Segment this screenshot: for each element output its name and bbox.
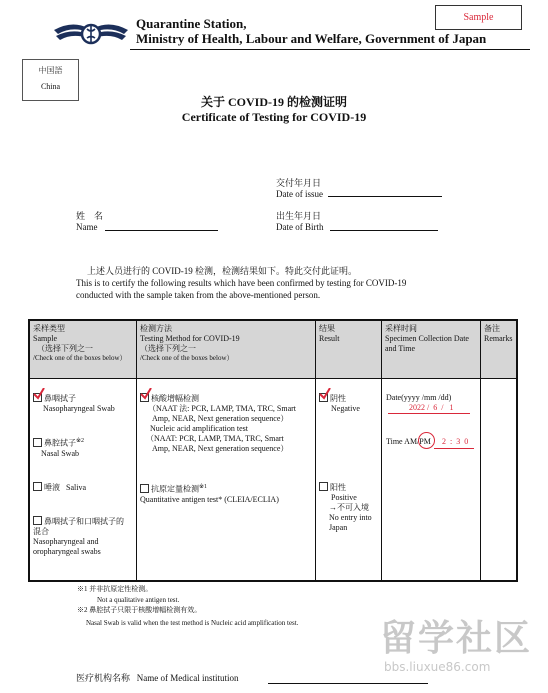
sample-4-en1: Nasopharyngeal and [33,537,99,546]
red-check-icon [140,388,152,400]
name-field[interactable] [105,230,218,231]
sample-4-en2: oropharyngeal swabs [33,547,101,556]
title-cn: 关于 COVID-19 的检测证明 [201,95,347,109]
table-header-rule [29,378,518,379]
footnote-1-en: Not a qualitative antigen test. [97,596,180,604]
method-option-naat[interactable] [140,393,312,454]
col-divider-2 [315,320,316,581]
sample-4-cn: 鼻咽拭子和口咽拭子的 [44,517,124,526]
result-positive-note: →不可入境 [329,503,369,512]
footnote-2-en: Nasal Swab is valid when the test method is Nucleic acid amplification test. [86,619,299,627]
collection-time-underline [434,448,474,449]
header-divider [130,49,530,50]
collection-date-underline [388,413,470,414]
method-2-en: Quantitative antigen test* (CLEIA/ECLIA) [140,494,279,504]
issue-date-field[interactable] [328,196,442,197]
birth-date-field[interactable] [330,230,438,231]
header-sample [33,324,133,363]
header-result-en: Result [319,334,340,343]
red-check-icon [319,388,331,400]
name-label-en: Name [76,222,98,232]
header-remarks-cn: 备注 [484,324,500,333]
header-method-cn: 检测方法 [140,324,172,333]
red-check-icon [33,388,45,400]
sample-3-cn: 唾液 [44,483,60,492]
statement-cn: 上述人员进行的 COVID-19 检测，检测结果如下。特此交付此证明。 [87,266,357,276]
header-method-en: Testing Method for COVID-19 [140,334,240,343]
header-sample-cn: 采样类型 [33,324,65,333]
footnote-1-cn: 并非抗原定性检测。 [89,585,153,593]
sample-stamp [435,5,522,30]
method-1-l4: （NAAT: PCR, LAMP, TMA, TRC, Smart [146,434,284,443]
footnote-2-mark: ※2 [77,606,88,614]
issue-label-cn: 交付年月日 [276,178,322,188]
result-positive-en: Positive [331,493,357,502]
statement-en-1: This is to certify the following results which have been confirmed by testing for COVID-19 [76,278,407,288]
method-1-l5: Amp, NEAR, Next generation sequence） [152,444,289,453]
sample-option-saliva[interactable] [33,482,86,493]
checkbox-mixed[interactable] [33,516,42,525]
statement-en-2: conducted with the sample taken from the above-mentioned person. [76,290,321,300]
footnote-1-mark: ※1 [77,585,88,593]
medical-cn: 医疗机构名称 [76,673,131,683]
col-divider-4 [480,320,481,581]
ministry-title: Ministry of Health, Labour and Welfare, Government of Japan [136,31,487,46]
watermark-brand: 留学社区 [380,618,533,659]
header-result [319,324,339,344]
header-result-cn: 结果 [319,324,335,333]
sample-option-nasal[interactable] [33,436,84,459]
checkbox-saliva[interactable] [33,482,42,491]
collection-time-label: Time AM/PM [386,437,431,446]
sample-stamp-text: Sample [463,12,494,23]
header-sample-en: Sample [33,334,57,343]
method-2-sup: ※1 [199,484,208,490]
issue-label-en: Date of issue [276,189,323,199]
pm-circle-mark [418,432,435,449]
method-1-l1: （NAAT 法: PCR, LAMP, TMA, TRC, Smart [148,404,297,413]
method-option-antigen[interactable] [140,482,312,505]
name-label-cn: 姓 名 [76,211,104,221]
medical-institution-label [76,673,239,684]
medical-en: Name of Medical institution [136,673,239,683]
footnote-2-cn: 鼻腔拭子只限于核酸增幅检测有效。 [89,606,202,614]
watermark-url: bbs.liuxue86.com [384,660,491,674]
checkbox-positive[interactable] [319,482,328,491]
result-negative-cn: 阴性 [330,394,346,403]
checkbox-antigen[interactable] [140,484,149,493]
method-1-l2: Amp, NEAR, Next generation sequence） [152,414,289,423]
sample-2-cn: 鼻腔拭子 [44,438,76,448]
method-1-l3: Nucleic acid amplification test [150,424,248,433]
language-cn: 中国語 [38,66,63,75]
footnote-1 [77,585,152,594]
method-1-cn: 核酸增幅检测 [151,394,199,403]
header-remarks [484,324,516,344]
result-positive-note3: Japan [329,523,348,532]
sample-1-cn: 鼻咽拭子 [44,394,76,403]
sample-2-en: Nasal Swab [41,448,79,458]
header-time-en: Specimen Collection Date and Time [385,334,469,353]
checkbox-negative[interactable] [319,393,328,402]
header-time [385,324,478,354]
station-title: Quarantine Station, [136,16,247,31]
checkbox-nasal[interactable] [33,438,42,447]
sample-4-cn2: 混合 [33,527,49,536]
sample-3-en: Saliva [66,483,86,492]
collection-date-value[interactable]: 2022 / 6 / 1 [409,403,454,412]
col-divider-1 [136,320,137,581]
result-option-positive[interactable] [319,482,372,533]
sample-option-nasopharyngeal[interactable] [33,393,115,414]
method-2-cn: 抗原定量检测 [151,484,199,494]
title-en: Certificate of Testing for COVID-19 [181,110,367,124]
header-sample-sub-en: /Check one of the boxes below） [33,354,127,362]
result-positive-note2: No entry into [329,513,372,522]
header-method-sub-en: /Check one of the boxes below） [140,354,234,362]
result-positive-cn: 阳性 [330,483,346,492]
footnote-2 [77,606,201,615]
watermark [380,618,540,688]
header-method [140,324,312,363]
col-divider-3 [381,320,382,581]
header-time-cn: 采样时间 [385,324,417,333]
sample-1-en: Nasopharyngeal Swab [43,404,115,413]
header-remarks-en: Remarks [484,334,513,343]
header-method-sub-cn: （选择下列之一 [140,344,196,353]
language-en: China [40,82,61,91]
checkbox-naat[interactable] [140,393,149,402]
collection-date-label: Date(yyyy /mm /dd) [386,393,452,402]
ministry-logo-icon [52,16,130,52]
birth-label-en: Date of Birth [276,222,324,232]
birth-label-cn: 出生年月日 [276,211,322,221]
checkbox-nasopharyngeal[interactable] [33,393,42,402]
sample-2-sup: ※2 [76,438,85,444]
result-negative-en: Negative [331,404,360,413]
header-sample-sub-cn: （选择下列之一 [37,344,93,353]
result-option-negative[interactable] [319,393,360,414]
sample-option-mixed[interactable] [33,516,133,557]
collection-time-value[interactable]: 2 : 3 0 [442,437,470,446]
